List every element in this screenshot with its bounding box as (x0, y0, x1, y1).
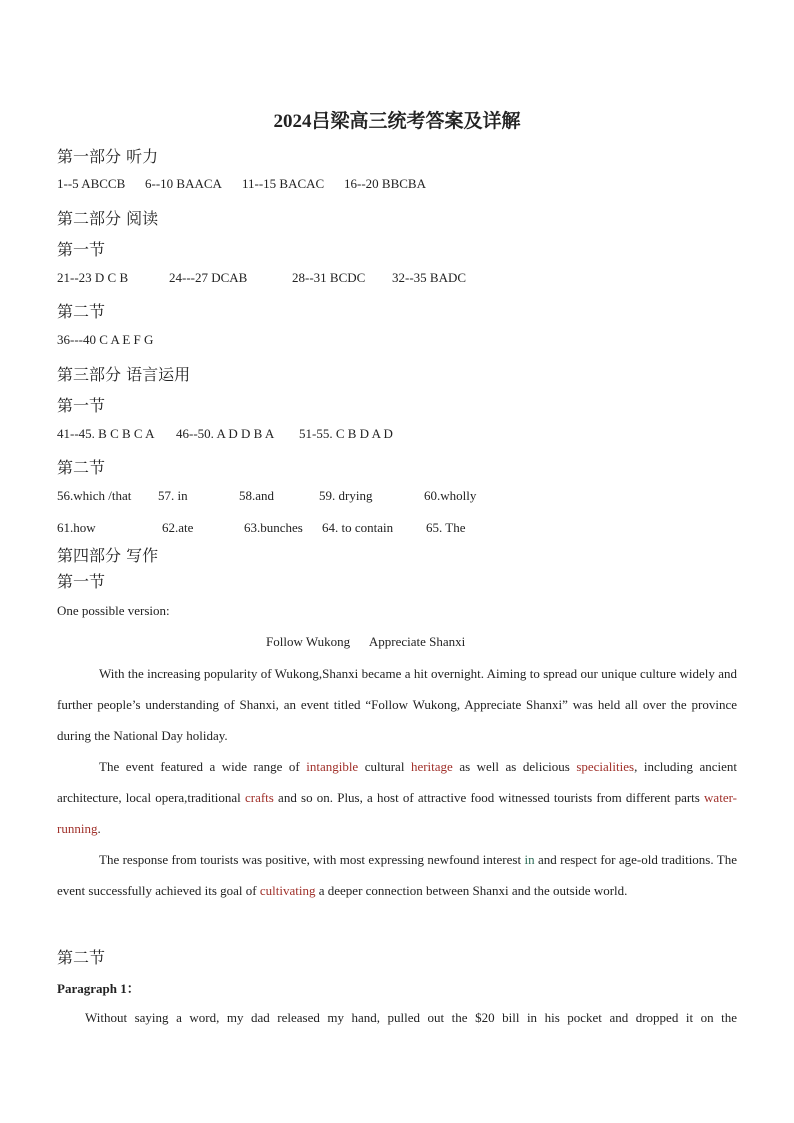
part4-section1-heading: 第一节 (57, 572, 106, 591)
answer-group: 51-55. C B D A D (299, 426, 393, 441)
answer-group: 32--35 BADC (392, 270, 467, 285)
part3-section1-heading: 第一节 (57, 396, 106, 415)
essay-title: Follow Wukong Appreciate Shanxi (266, 634, 466, 649)
answer-group: 36---40 C A E F G (57, 332, 154, 347)
part1-answers (57, 176, 426, 192)
part3-section2-heading: 第二节 (57, 458, 106, 477)
part4-heading: 第四部分 写作 (57, 546, 159, 565)
essay-paragraph-2: The event featured a wide range of intangible cultural heritage as well as delicious specialities, including ancient architecture, local opera,traditional crafts and so on. Plus, a host of attractive food witnessed tourists from different parts water-running. (57, 759, 737, 836)
part4-section2-heading: 第二节 (57, 948, 106, 967)
answer-item: 63.bunches (244, 520, 303, 535)
highlighted-word: intangible (306, 759, 359, 774)
paragraph-label: Paragraph 1： (57, 981, 140, 996)
answer-group: 1--5 ABCCB (57, 176, 126, 191)
part2-section2-heading: 第二节 (57, 302, 106, 321)
essay-body (57, 658, 737, 906)
answer-group: 41--45. B C B C A (57, 426, 155, 441)
answer-group: 28--31 BCDC (292, 270, 366, 285)
highlighted-word: water-running (57, 790, 737, 836)
document-title: 2024吕梁高三统考答案及详解 (273, 111, 521, 132)
answer-item: 56.which /that (57, 488, 132, 503)
part2-section1-answers (57, 270, 466, 286)
essay-paragraph-3: The response from tourists was positive, with most expressing newfound interest in and respect for age-old traditions. The event successfully achieved its goal of cultivating a deeper connection between Shanxi and the outside world. (57, 852, 737, 898)
highlighted-word: in (524, 852, 535, 867)
part2-section1-heading: 第一节 (57, 240, 106, 259)
answer-item: 62.ate (162, 520, 194, 535)
answer-group: 16--20 BBCBA (344, 176, 426, 191)
answer-item: 64. to contain (322, 520, 394, 535)
answer-item: 60.wholly (424, 488, 477, 503)
answer-group: 21--23 D C B (57, 270, 129, 285)
highlighted-word: cultivating (259, 883, 316, 898)
answer-item: 58.and (239, 488, 275, 503)
highlighted-word: specialities (576, 759, 635, 774)
part3-heading: 第三部分 语言运用 (57, 365, 191, 384)
answer-item: 65. The (426, 520, 466, 535)
answer-group: 6--10 BAACA (145, 176, 222, 191)
answer-item: 61.how (57, 520, 96, 535)
answer-item: 57. in (158, 488, 188, 503)
answer-group: 46--50. A D D B A (176, 426, 275, 441)
part2-section2-answers (57, 332, 153, 348)
part2-heading: 第二部分 阅读 (57, 209, 159, 228)
essay-intro: One possible version: (57, 603, 170, 618)
part3-section2-row1 (57, 488, 476, 504)
part1-heading: 第一部分 听力 (57, 147, 159, 166)
part3-section1-answers (57, 426, 393, 442)
highlighted-word: crafts (244, 790, 274, 805)
answer-group: 11--15 BACAC (242, 176, 325, 191)
continuation-paragraph: Without saying a word, my dad released my hand, pulled out the $20 bill in his pocket and dropped it on the (85, 1010, 737, 1025)
answer-group: 24---27 DCAB (169, 270, 248, 285)
essay-paragraph-1: With the increasing popularity of Wukong,Shanxi became a hit overnight. Aiming to spread our unique culture widely and further people’s understanding of Shanxi, an event titled “Follow Wukong, Appreciate Shanxi” was held all over the province during the National Day holiday. (57, 666, 737, 743)
part3-section2-row2 (57, 520, 465, 536)
answer-item: 59. drying (319, 488, 373, 503)
highlighted-word: heritage (410, 759, 453, 774)
